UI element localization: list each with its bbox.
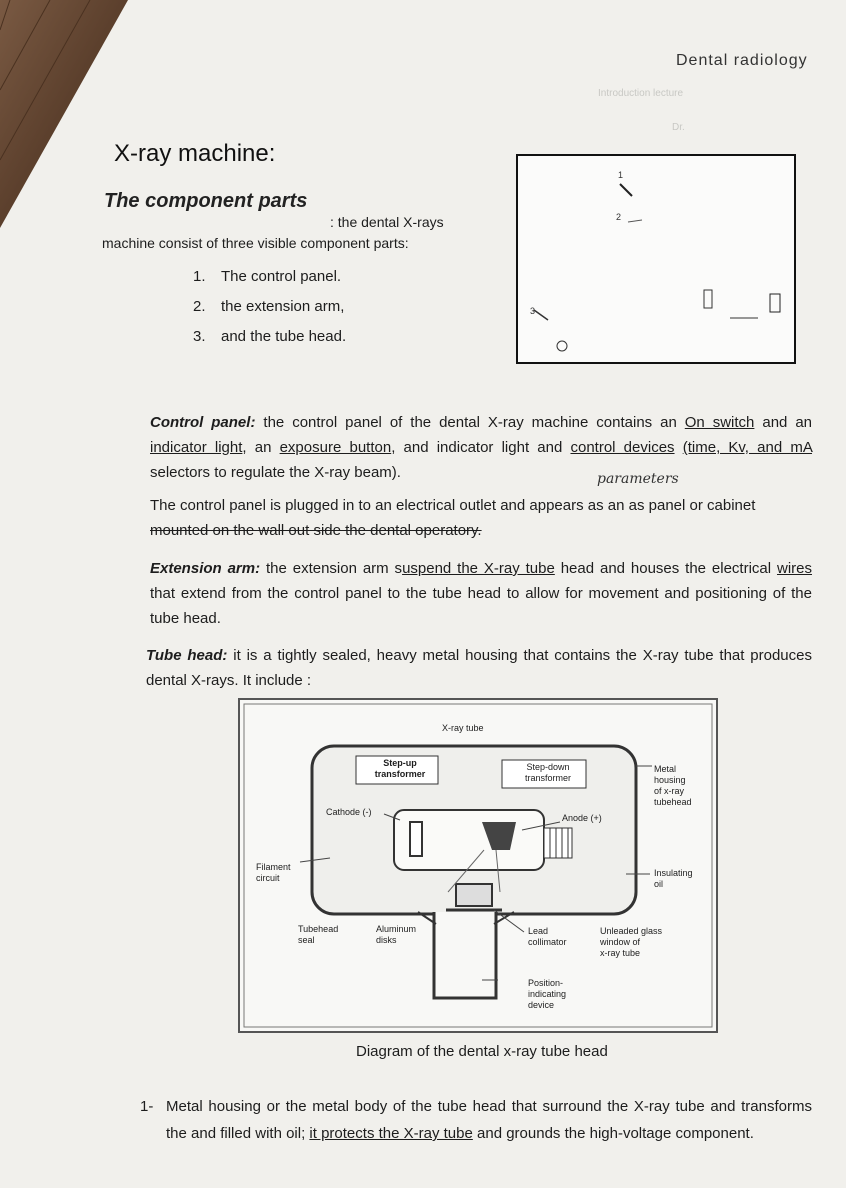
text: , an (242, 439, 280, 456)
label-line: tubehead (654, 797, 692, 807)
list-number: 1. (193, 268, 206, 285)
point-text (166, 1093, 812, 1147)
label-line: Insulating (654, 868, 693, 878)
photo-sketch (518, 156, 794, 362)
label-line: transformer (374, 769, 426, 779)
handwritten-note: parameters (597, 471, 679, 487)
underlined-text: On switch (684, 414, 755, 431)
text: that extend from the control panel to the tube head to allow for movement and positioning of the tube head. (150, 585, 812, 627)
label-line: Metal (654, 764, 677, 774)
list-text: the extension arm, (221, 298, 345, 315)
diagram-label-step-down (506, 762, 590, 784)
list-item (193, 298, 344, 315)
label-line: housing (654, 775, 686, 785)
tube-head-diagram (238, 698, 718, 1033)
diagram-caption: Diagram of the dental x-ray tube head (356, 1043, 608, 1060)
list-item (193, 328, 346, 345)
extension-arm-paragraph (150, 556, 812, 631)
underlined-text: it protects the X-ray tube (309, 1125, 473, 1142)
faint-author: Dr. (672, 122, 685, 133)
label-line: Lead (528, 926, 549, 936)
diagram-label-lead-collimator (528, 926, 567, 948)
diagram-label-pid (528, 978, 566, 1011)
list-text: and the tube head. (221, 328, 347, 345)
control-panel-paragraph-2 (150, 493, 812, 543)
extension-arm-label: Extension arm: (150, 560, 261, 577)
xray-machine-photo (516, 154, 796, 364)
diagram-label-filament (256, 862, 291, 884)
control-panel-label: Control panel: (150, 414, 256, 431)
underlined-text: indicator light (150, 439, 243, 456)
text: and grounds the high-voltage component. (472, 1125, 754, 1142)
text: The control panel is plugged in to an electrical outlet and appears as an as panel or cabinet (150, 497, 756, 514)
component-parts-heading: The component parts (104, 190, 308, 212)
text: the control panel of the dental X-ray machine contains an (263, 414, 685, 431)
list-number: 3. (193, 328, 206, 345)
label-line: Step-up (383, 758, 417, 768)
diagram-label-cathode: Cathode (-) (326, 807, 372, 817)
underlined-text: uspend the X-ray tube (402, 560, 555, 577)
diagram-label-xray-tube: X-ray tube (442, 723, 484, 733)
course-title: Dental radiology (676, 52, 808, 69)
label-line: Filament (256, 862, 291, 872)
control-panel-paragraph (150, 410, 812, 485)
list-number: 2. (193, 298, 206, 315)
component-intro-2: machine consist of three visible component parts: (102, 235, 409, 251)
list-item (193, 268, 341, 285)
label-line: window of (600, 937, 641, 947)
diagram-label-metal-housing (654, 764, 692, 808)
photo-mark: 2 (616, 212, 622, 222)
diagram-label-unleaded-glass (600, 926, 662, 959)
label-line: circuit (256, 873, 280, 883)
label-line: collimator (528, 937, 567, 947)
list-text: The control panel. (221, 268, 342, 285)
underlined-text: control devices (570, 439, 675, 456)
underlined-text: exposure button (279, 439, 392, 456)
text: Metal housing or the metal body of the tube head that surround the X-ray tube and transforms the and filled with oil; (166, 1098, 812, 1142)
component-intro-1: : the dental X-rays (330, 214, 444, 230)
label-line: Step-down (526, 762, 570, 772)
point-number: 1- (140, 1098, 154, 1115)
diagram-label-tubehead-seal (298, 924, 338, 946)
label-line: of x-ray (654, 786, 685, 796)
text: , and indicator light and (391, 439, 571, 456)
diagram-label-insulating-oil (654, 868, 693, 890)
diagram-label-step-up (364, 758, 436, 780)
text: it is a tightly sealed, heavy metal housing that contains the X-ray tube that produces dental X-rays. It include : (146, 647, 812, 689)
text: head and houses the electrical (554, 560, 777, 577)
label-line: device (528, 1000, 555, 1010)
underlined-text: (time, Kv, and mA (682, 439, 813, 456)
text: and an (754, 414, 813, 431)
photo-mark: 3 (530, 306, 536, 316)
numbered-point (140, 1093, 812, 1147)
struck-text: mounted on the wall out side the dental operatory. (150, 522, 482, 539)
label-line: seal (298, 935, 315, 945)
label-line: Unleaded glass (600, 926, 663, 936)
underlined-text: wires (776, 560, 812, 577)
label-line: Aluminum (376, 924, 417, 934)
diagram-label-anode: Anode (+) (562, 813, 602, 823)
text (675, 439, 683, 456)
label-line: x-ray tube (600, 948, 641, 958)
label-line: indicating (528, 989, 567, 999)
diagram-label-aluminum-disks (376, 924, 416, 946)
label-line: Tubehead (298, 924, 339, 934)
label-line: transformer (524, 773, 571, 783)
label-line: Position- (528, 978, 564, 988)
label-line: disks (376, 935, 397, 945)
text: the extension arm s (260, 560, 403, 577)
photo-mark: 1 (618, 170, 624, 180)
text: selectors to regulate the X-ray beam). (150, 464, 401, 481)
label-line: oil (654, 879, 664, 889)
page-title: X-ray machine: (114, 140, 276, 167)
faint-subtitle: Introduction lecture (598, 88, 684, 99)
tube-head-paragraph (146, 643, 812, 693)
tube-head-label: Tube head: (146, 647, 228, 664)
